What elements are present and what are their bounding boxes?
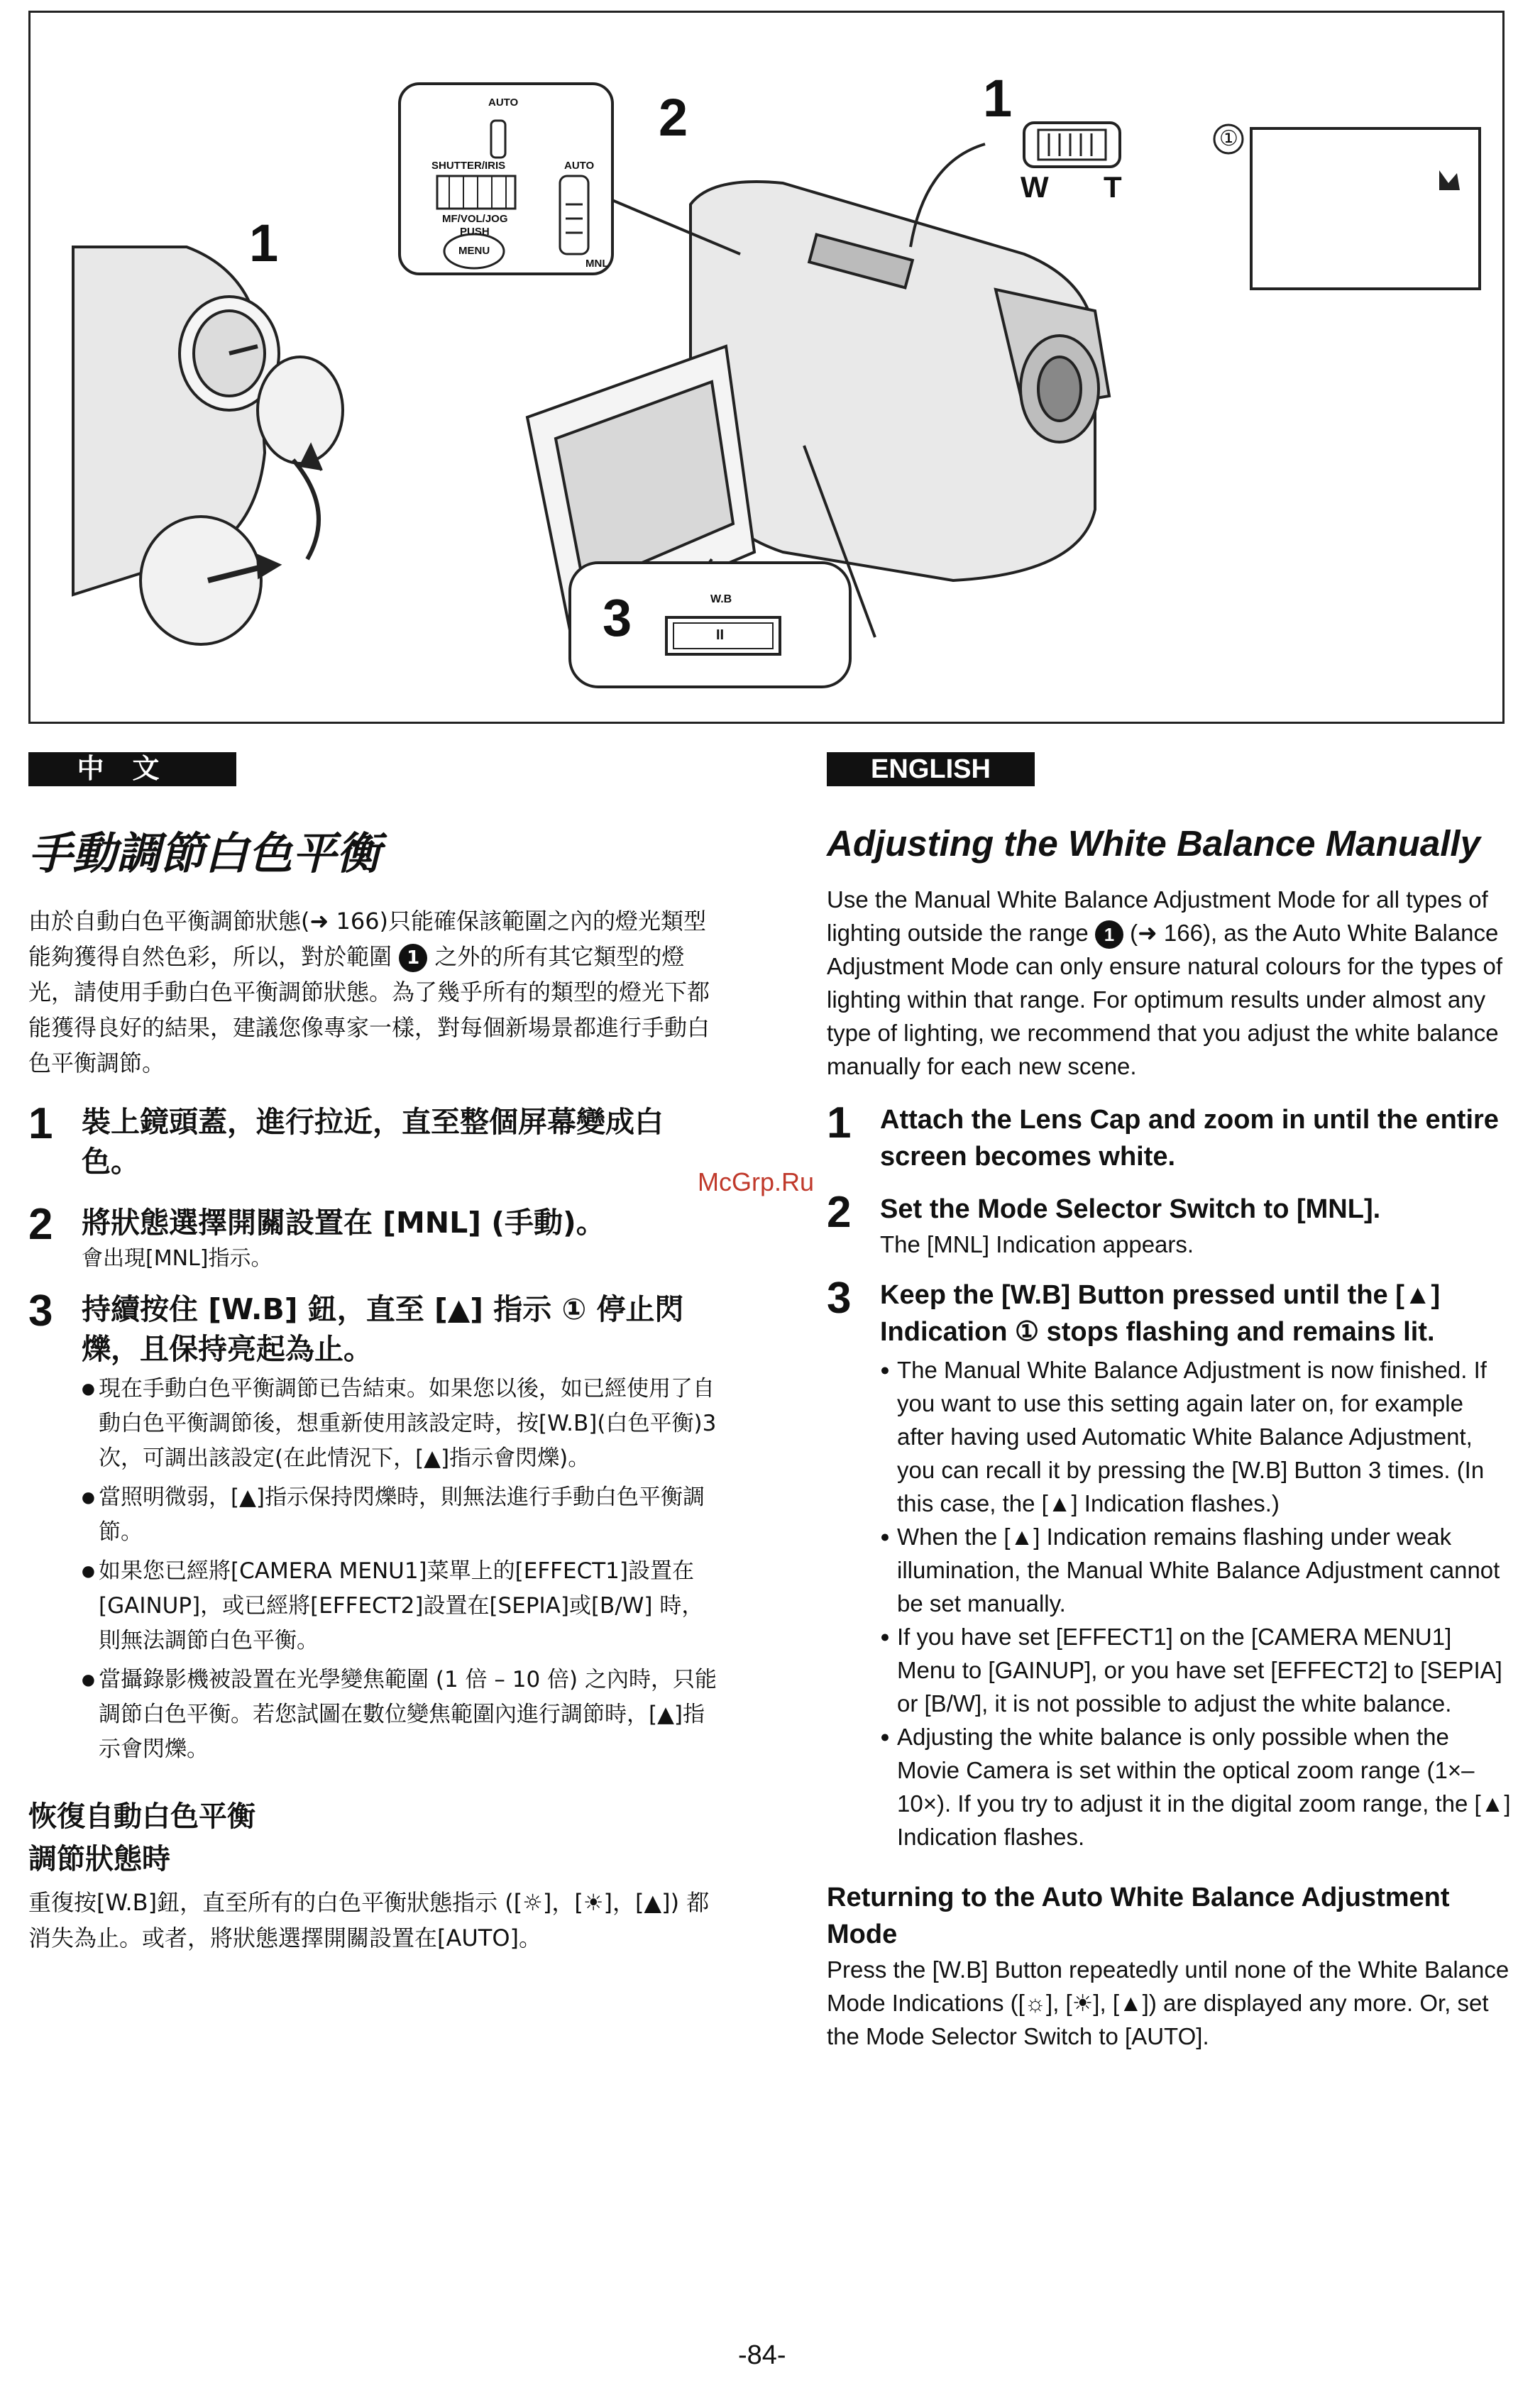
chinese-intro-part-1: 由於自動白色平衡調節狀態(➜ 166)只能確保該範圍之內的燈光類型能夠獲得自然色彩，所以，對於範圍: [28, 908, 707, 970]
step-number: 3: [28, 1287, 53, 1336]
step-number: 3: [827, 1274, 852, 1323]
step-heading: 裝上鏡頭蓋，進行拉近，直至整個屏幕變成白色。: [82, 1105, 664, 1179]
wb-button-mark: II: [716, 627, 725, 643]
english-return-title: Returning to the Auto White Balance Adjustment Mode: [827, 1883, 1450, 1949]
english-step-3: [827, 1274, 1515, 1350]
english-return-body: Press the [W.B] Button repeatedly until none of the White Balance Mode Indications ([☼], [☀], [▲]) are displayed any more. Or, set the Mode Selector Switch to [AUTO].: [827, 1956, 1509, 2049]
step-heading: 持續按住 [W.B] 鈕，直至 [▲] 指示 ① 停止閃爍，且保持亮起為止。: [82, 1292, 684, 1366]
watermark: McGrp.Ru: [698, 1167, 815, 1196]
step-subtext: 會出現[MNL]指示。: [82, 1246, 273, 1271]
switch-label-mnl: MNL: [585, 258, 609, 270]
callout-2: 2: [659, 88, 688, 147]
list-item: ● If you have set [EFFECT1] on the [CAMERA MENU1] Menu to [GAINUP], or you have set [EFFECT2] to [SEPIA] or [B/W], it is not possible to adjust the white balance.: [880, 1620, 1515, 1720]
step-number: 2: [28, 1200, 53, 1249]
chinese-return-title-line-2: 調節狀態時: [28, 1843, 170, 1876]
illustration-panel: [28, 11, 1505, 724]
wb-label: W.B: [710, 593, 732, 605]
step-heading: Keep the [W.B] Button pressed until the [▲] Indication ① stops flashing and remains lit.: [880, 1280, 1441, 1347]
callout-3: 3: [603, 588, 632, 647]
step-subtext: The [MNL] Indication appears.: [880, 1231, 1194, 1257]
chinese-title: 手動調節白色平衡: [28, 827, 381, 879]
range-marker-icon: 1: [399, 944, 427, 972]
english-step-1: [827, 1098, 1515, 1175]
chinese-return-body: 重復按[W.B]鈕，直至所有的白色平衡狀態指示 ([☼]，[☀]，[▲]) 都消失為止。或者，將狀態選擇開關設置在[AUTO]。: [28, 1889, 710, 1951]
callout-1-right: 1: [983, 69, 1013, 128]
english-intro: [827, 883, 1515, 1083]
english-step-2: [827, 1188, 1515, 1261]
chinese-section-tag: 中文: [28, 752, 236, 786]
english-section-tag: ENGLISH: [827, 752, 1035, 786]
mode-switch-inset: [400, 84, 612, 274]
step-number: 1: [827, 1098, 852, 1147]
switch-label-shutter-iris: SHUTTER/IRIS: [431, 160, 506, 172]
list-item: ● Adjusting the white balance is only possible when the Movie Camera is set within the optical zoom range (1×–10×). If you try to adjust it in the digital zoom range, the [▲] Indication flashes.: [880, 1720, 1515, 1854]
english-intro-part-2: (➜ 166), as the Auto White Balance Adjustment Mode can only ensure natural colours for the types of lighting within that range. For optimum results under almost any type of lighting, we recommend that you adjust the white balance manually for each new scene.: [827, 920, 1503, 1079]
step-heading: 將狀態選擇開關設置在 [MNL] (手動)。: [82, 1206, 605, 1240]
chinese-intro-part-2: 之外的所有其它類型的燈光，請使用手動白色平衡調節狀態。為了幾乎所有的類型的燈光下都能獲得良好的結果，建議您像專家一樣，對每個新場景都進行手動白色平衡調節。: [28, 943, 710, 1076]
step-heading: Set the Mode Selector Switch to [MNL].: [880, 1194, 1381, 1224]
list-item: ● When the [▲] Indication remains flashing under weak illumination, the Manual White Balance Adjustment cannot be set manually.: [880, 1520, 1515, 1620]
list-item: ● The Manual White Balance Adjustment is now finished. If you want to use this setting again later on, for example after having used Automatic White Balance Adjustment, you can recall it by pressing the [W.B] Button 3 times. (In this case, the [▲] Indication flashes.): [880, 1353, 1515, 1520]
screen-display-inset: [1214, 125, 1480, 289]
chinese-column: [28, 752, 717, 1956]
step-number: 2: [827, 1188, 852, 1237]
lens-cap-illustration: [73, 247, 343, 644]
english-intro-part-1: Use the Manual White Balance Adjustment Mode for all types of lighting outside the range: [827, 886, 1488, 946]
list-item: ● 當攝錄影機被設置在光學變焦範圍 (1 倍 – 10 倍) 之內時，只能調節白色平衡。若您試圖在數位變焦範圍內進行調節時，[▲]指示會閃爍。: [82, 1663, 717, 1767]
switch-label-mf-vol-jog: MF/VOL/JOG: [442, 213, 508, 225]
camcorder-illustration: [31, 13, 1502, 722]
switch-label-menu: MENU: [458, 245, 490, 257]
zoom-lever-inset: [1024, 123, 1120, 167]
switch-label-auto: AUTO: [488, 97, 519, 109]
zoom-label-t: T: [1104, 170, 1122, 204]
circle-one-label: ①: [1219, 127, 1238, 150]
callout-1-left: 1: [249, 214, 279, 272]
chinese-step-3: [28, 1289, 717, 1369]
zoom-label-w: W: [1021, 170, 1049, 204]
switch-label-auto-2: AUTO: [564, 160, 595, 172]
english-title: Adjusting the White Balance Manually: [827, 823, 1480, 864]
chinese-return-title: [28, 1795, 717, 1880]
chinese-return-title-line-1: 恢復自動白色平衡: [28, 1800, 255, 1833]
english-column: [827, 752, 1515, 2053]
list-item: ● 現在手動白色平衡調節已告結束。如果您以後，如已經使用了自動白色平衡調節後，想重新使用該設定時，按[W.B](白色平衡)3次，可調出該設定(在此情況下，[▲]指示會閃爍)。: [82, 1372, 717, 1476]
chinese-bullets: [28, 1372, 717, 1767]
page-number: -84-: [738, 2340, 786, 2370]
chinese-step-2: [28, 1200, 717, 1275]
range-marker-icon: 1: [1095, 920, 1123, 949]
chinese-step-1: [28, 1099, 717, 1182]
switch-label-push: PUSH: [460, 226, 490, 238]
list-item: ● 當照明微弱，[▲]指示保持閃爍時，則無法進行手動白色平衡調節。: [82, 1480, 717, 1550]
step-heading: Attach the Lens Cap and zoom in until the entire screen becomes white.: [880, 1105, 1499, 1172]
chinese-intro: [28, 903, 717, 1081]
english-bullets: [827, 1353, 1515, 1854]
step-number: 1: [28, 1099, 53, 1148]
list-item: ● 如果您已經將[CAMERA MENU1]菜單上的[EFFECT1]設置在[GAINUP]，或已經將[EFFECT2]設置在[SEPIA]或[B/W] 時，則無法調節白色平衡。: [82, 1554, 717, 1658]
